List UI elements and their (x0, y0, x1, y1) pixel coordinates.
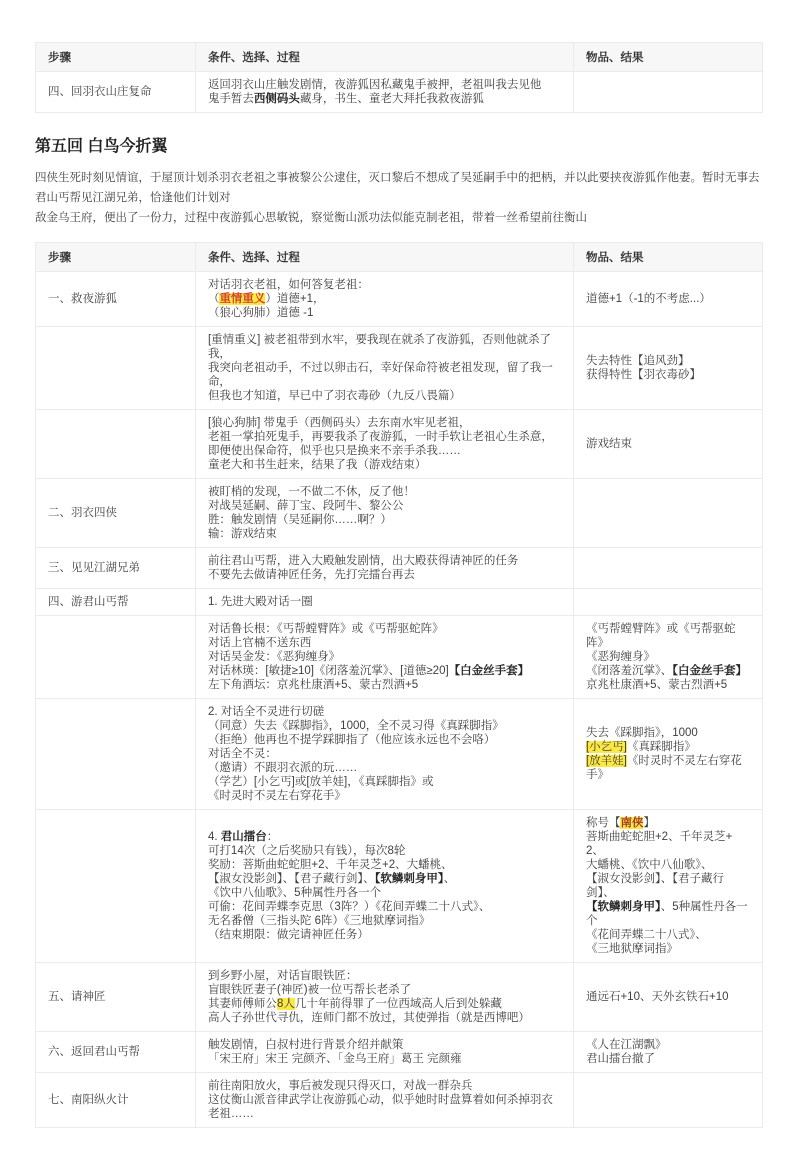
text-line (586, 726, 750, 740)
text-segment: 但我也才知道，早已中了羽衣毒砂（九反八畏篇） (207, 390, 461, 402)
text-line (586, 830, 750, 858)
text-line (208, 1052, 561, 1066)
text-line (208, 1093, 561, 1121)
result-cell (573, 1032, 762, 1073)
text-line (586, 664, 750, 678)
text-line (208, 830, 561, 844)
text-segment: 其妻师傅师公 (207, 998, 277, 1010)
highlighted-text: 重情重义 (219, 293, 266, 305)
text-line (586, 292, 750, 306)
text-segment: 被盯梢的发现，一不做二不休，反了他！ (207, 486, 415, 498)
text-line (208, 664, 561, 678)
text-segment: 五、请神匠 (48, 991, 106, 1003)
text-segment: 返回羽衣山庄触发剧情，夜游狐因私藏鬼手被押，老祖叫我去见他 (207, 79, 542, 91)
chapter-steps-table (35, 242, 763, 1128)
text-segment: 《时灵时不灵左右穿花手》 (207, 790, 346, 802)
table-row (36, 272, 763, 327)
text-segment: 】 (643, 817, 655, 829)
text-line (586, 740, 750, 754)
result-cell (573, 327, 762, 410)
text-line (586, 368, 750, 382)
text-line (48, 85, 183, 99)
step-cell (36, 1073, 196, 1128)
text-segment: 前往南阳放火，事后被发现只得灭口，对战一群杂兵 (207, 1080, 473, 1092)
table-row (36, 616, 763, 699)
text-segment: 通远石+10、天外玄铁石+10 (585, 991, 729, 1003)
text-segment: 《真踩脚指》 (626, 741, 696, 753)
text-line (208, 1079, 561, 1093)
result-cell (573, 810, 762, 963)
column-header-step: 步骤 (36, 43, 196, 72)
result-cell (573, 410, 762, 479)
text-segment: 左下角酒坛：京兆杜康酒+5、蒙古烈酒+5 (207, 679, 419, 691)
text-line (208, 527, 561, 541)
text-line (208, 969, 561, 983)
text-line (208, 900, 561, 914)
text-line (586, 437, 750, 451)
bold-text: 西侧码头 (253, 93, 300, 105)
text-segment: 无名番僧（三指头陀 6阵）《三地狱摩词指》 (207, 915, 431, 927)
table-row (36, 963, 763, 1032)
text-segment: （结束期限：做完请神匠任务） (207, 929, 369, 941)
column-header-process: 条件、选择、过程 (195, 43, 573, 72)
text-line (208, 306, 561, 320)
text-line (208, 622, 561, 636)
bold-text: 【白金丝手套】 (448, 665, 530, 677)
text-segment: 君山擂台撤了 (585, 1053, 655, 1065)
result-cell (573, 963, 762, 1032)
text-line (208, 499, 561, 513)
chapter-title: 第五回 白鸟今折翼 (35, 138, 168, 155)
text-line (208, 485, 561, 499)
text-segment: 失去《踩脚指》，1000 (585, 727, 698, 739)
text-segment: 《时灵时不灵左右穿花手》 (585, 755, 742, 781)
intro-line: 四侠生死时刻见情谊，于屋顶计划杀羽衣老祖之事被黎公公逮住，灭口黎后不想成了吴延嗣手中的把柄，并以此要挟夜游狐作他妻。暂时无事去君山丐帮见江湖兄弟，恰逢他们计划对 (35, 172, 760, 204)
text-line (48, 1093, 183, 1107)
column-header-result: 物品、结果 (573, 243, 762, 272)
text-line (586, 816, 750, 830)
text-line (208, 333, 561, 361)
text-segment: 输：游戏结束 (207, 528, 277, 540)
text-line (208, 650, 561, 664)
text-line (586, 1038, 750, 1052)
table-header-row (36, 243, 763, 272)
text-segment: 称号【 (585, 817, 621, 829)
step-cell (36, 589, 196, 616)
text-segment: 《丐帮螳臂阵》或《丐帮驱蛇阵》 (585, 623, 736, 649)
text-line (208, 678, 561, 692)
text-segment: 对话全不灵： (207, 748, 277, 760)
text-segment: 一、救夜游狐 (48, 293, 117, 305)
process-cell (195, 272, 573, 327)
text-segment: （同意）失去《踩脚指》，1000，全不灵习得《真踩脚指》 (207, 720, 504, 732)
bold-text: 【软鳞刺身甲】 (374, 873, 444, 885)
text-line (208, 636, 561, 650)
text-line (208, 705, 561, 719)
text-line (48, 561, 183, 575)
text-line (208, 858, 561, 872)
text-segment: 童老大和书生赶来，结果了我（游戏结束） (207, 459, 427, 471)
text-segment: 对话林瑛：[敏捷≥10]《闭落羞沉掌》、[道德≥20] (207, 665, 449, 677)
process-cell (195, 1073, 573, 1128)
text-segment: 道德+1（-1的不考虑...） (585, 293, 711, 305)
text-segment: 获得特性【羽衣毒砂】 (585, 369, 701, 381)
process-cell (195, 589, 573, 616)
text-line (208, 361, 561, 389)
text-segment: （ (207, 293, 220, 305)
text-line (208, 914, 561, 928)
previous-chapter-table (35, 42, 763, 113)
text-line (208, 719, 561, 733)
table-row (36, 589, 763, 616)
text-segment: （狼心狗肺）道德 -1 (207, 307, 314, 319)
text-segment: 1. 先进大殿对话一圈 (207, 596, 313, 608)
text-segment: 大蟠桃、《饮中八仙歌》、 (585, 859, 713, 871)
text-segment: 游戏结束 (585, 438, 632, 450)
bold-text: 君山擂台 (220, 831, 267, 843)
text-line (208, 997, 561, 1011)
text-segment: 、 (443, 873, 456, 885)
step-cell (36, 327, 196, 410)
result-cell (573, 699, 762, 810)
text-line (208, 278, 561, 292)
table-row (36, 1073, 763, 1128)
text-segment: ： (266, 831, 279, 843)
text-line (208, 747, 561, 761)
text-line (586, 928, 750, 942)
text-line (586, 678, 750, 692)
text-segment: （学艺）[小乞丐]或[放羊娃]，《真踩脚指》或 (207, 776, 434, 788)
table-row (36, 1032, 763, 1073)
text-line (208, 513, 561, 527)
step-cell (36, 72, 196, 113)
result-cell (573, 479, 762, 548)
text-line (586, 858, 750, 872)
text-line (208, 928, 561, 942)
text-segment: 菩斯曲蛇蛇胆+2、千年灵芝+2、 (585, 831, 733, 857)
text-line (208, 1038, 561, 1052)
text-segment: 七、南阳纵火计 (48, 1094, 129, 1106)
table-row (36, 410, 763, 479)
step-cell (36, 548, 196, 589)
step-cell (36, 1032, 196, 1073)
text-segment: 鬼手暂去 (207, 93, 254, 105)
text-segment: 、5种属性丹各一个 (585, 901, 748, 927)
step-cell (36, 616, 196, 699)
text-segment: 【淑女没影剑】、【君子藏行剑】、 (207, 873, 375, 885)
text-segment: 对话羽衣老祖，如何答复老祖： (207, 279, 369, 291)
text-segment: 对战吴延嗣、薛丁宝、段阿牛、黎公公 (207, 500, 404, 512)
text-segment: 六、返回君山丐帮 (48, 1046, 140, 1058)
intro-line: 敌金乌王府，便出了一份力，过程中夜游狐心思敏锐，察觉衡山派功法似能克制老祖，带着一丝希望前往衡山 (35, 212, 587, 224)
text-segment: ）道德+1， (265, 293, 325, 305)
text-line (208, 761, 561, 775)
previous-chapter-table-body (36, 72, 763, 113)
process-cell (195, 479, 573, 548)
process-cell (195, 327, 573, 410)
text-line (208, 789, 561, 803)
result-cell (573, 548, 762, 589)
bold-text: 【白金丝手套】 (672, 665, 747, 677)
text-line (208, 389, 561, 403)
text-segment: 对话吴金发：《恶狗缠身》 (207, 651, 341, 663)
table-row (36, 548, 763, 589)
highlighted-text: [小乞丐] (585, 741, 627, 753)
table-row (36, 72, 763, 113)
text-line (208, 775, 561, 789)
text-segment: 高人子孙世代寻仇，连师门都不放过，其使弹指（就是西博吧） (207, 1012, 530, 1024)
step-cell (36, 410, 196, 479)
step-cell (36, 272, 196, 327)
process-cell (195, 963, 573, 1032)
text-line (586, 900, 750, 928)
text-segment: 「宋王府」宋王 完颜齐、「金乌王府」葛王 完颜雍 (207, 1053, 462, 1065)
text-segment: 二、羽衣四侠 (48, 507, 117, 519)
process-cell (195, 548, 573, 589)
text-line (208, 886, 561, 900)
text-line (586, 354, 750, 368)
text-segment: 藏身，书生、童老大拜托我救夜游狐 (299, 93, 484, 105)
text-segment: 【淑女没影剑】、【君子藏行剑】、 (585, 873, 724, 899)
text-line (208, 292, 561, 306)
text-line (208, 78, 561, 92)
text-segment: 奖励：菩斯曲蛇蛇胆+2、千年灵芝+2、大蟠桃、 (207, 859, 453, 871)
table-row (36, 810, 763, 963)
text-segment: 对话上官楠不送东西 (207, 637, 312, 649)
text-line (586, 622, 750, 650)
text-line (208, 872, 561, 886)
table-header-row (36, 43, 763, 72)
text-line (586, 942, 750, 956)
text-segment: 4. (207, 831, 221, 843)
text-segment: 四、游君山丐帮 (48, 596, 129, 608)
step-cell (36, 699, 196, 810)
result-cell (573, 589, 762, 616)
result-cell (573, 272, 762, 327)
highlighted-text: 8人 (276, 998, 295, 1010)
text-segment: 老祖一掌拍死鬼手，再要我杀了夜游狐，一时手软让老祖心生杀意， (207, 431, 553, 443)
text-line (208, 444, 561, 458)
text-segment: 不要先去做请神匠任务，先打完擂台再去 (207, 569, 415, 581)
text-segment: 前往君山丐帮，进入大殿触发剧情，出大殿获得请神匠的任务 (207, 555, 519, 567)
text-line (48, 1045, 183, 1059)
text-segment: [重情重义] 被老祖带到水牢，要我现在就杀了夜游狐，否则他就杀了我， (207, 334, 552, 360)
text-line (586, 872, 750, 900)
text-line (208, 430, 561, 444)
result-cell (573, 616, 762, 699)
text-line (48, 506, 183, 520)
text-line (586, 754, 750, 782)
text-segment: 四、回羽衣山庄复命 (48, 86, 152, 98)
process-cell (195, 699, 573, 810)
text-segment: 《恶狗缠身》 (585, 651, 655, 663)
text-segment: 《花间弄蝶二十八式》、 (585, 929, 707, 941)
text-line (48, 595, 183, 609)
text-segment: 盲眼铁匠妻子(神匠)被一位丐帮长老杀了 (207, 984, 412, 996)
table-row (36, 327, 763, 410)
text-line (208, 92, 561, 106)
process-cell (195, 1032, 573, 1073)
text-segment: 对话鲁长根：《丐帮螳臂阵》或《丐帮驱蛇阵》 (207, 623, 444, 635)
text-line (208, 458, 561, 472)
text-segment: 这仗衡山派音律武学让夜游狐心动，似乎她时时盘算着如何杀掉羽衣老祖…… (207, 1094, 553, 1120)
text-segment: [狼心狗肺] 带鬼手（西侧码头）去东南水牢见老祖， (207, 417, 471, 429)
table-row (36, 699, 763, 810)
text-line (48, 990, 183, 1004)
column-header-process: 条件、选择、过程 (195, 243, 573, 272)
text-segment: 我突向老祖动手，不过以卵击石，幸好保命符被老祖发现，留了我一命， (207, 362, 553, 388)
text-segment: 《人在江湖飘》 (585, 1039, 667, 1051)
text-segment: 《三地狱摩词指》 (585, 943, 678, 955)
text-segment: 可打14次（之后奖励只有钱），每次8轮 (207, 845, 406, 857)
text-line (208, 568, 561, 582)
highlighted-text: [放羊娃] (585, 755, 627, 767)
text-line (586, 650, 750, 664)
highlighted-text: 南侠 (620, 817, 644, 829)
result-cell (573, 72, 762, 113)
text-line (208, 554, 561, 568)
text-segment: 到乡野小屋，对话盲眼铁匠： (207, 970, 358, 982)
table-row (36, 479, 763, 548)
process-cell (195, 410, 573, 479)
text-line (208, 733, 561, 747)
text-segment: 胜：触发剧情（吴延嗣你……啊？） (207, 514, 392, 526)
text-segment: 京兆杜康酒+5、蒙古烈酒+5 (585, 679, 728, 691)
process-cell (195, 810, 573, 963)
step-cell (36, 810, 196, 963)
text-line (208, 416, 561, 430)
step-cell (36, 479, 196, 548)
text-segment: （拒绝）他再也不提学踩脚指了（他应该永远也不会咯） (207, 734, 496, 746)
text-segment: 几十年前得罪了一位西域高人后到处躲藏 (294, 998, 502, 1010)
text-segment: （邀请）不跟羽衣派的玩…… (207, 762, 358, 774)
text-line (208, 595, 561, 609)
bold-text: 【软鳞刺身甲】 (585, 901, 661, 913)
result-cell (573, 1073, 762, 1128)
text-segment: 失去特性【追风劲】 (585, 355, 690, 367)
step-cell (36, 963, 196, 1032)
text-line (586, 990, 750, 1004)
process-cell (195, 72, 573, 113)
column-header-step: 步骤 (36, 243, 196, 272)
text-line (208, 1011, 561, 1025)
text-segment: 可偷：花间弄蝶李克思（3阵？）《花间弄蝶二十八式》、 (207, 901, 491, 913)
process-cell (195, 616, 573, 699)
text-line (208, 844, 561, 858)
text-segment: 2. 对话全不灵进行切磋 (207, 706, 325, 718)
text-line (208, 983, 561, 997)
column-header-result: 物品、结果 (573, 43, 762, 72)
text-segment: 三、见见江湖兄弟 (48, 562, 140, 574)
text-segment: 《饮中八仙歌》、5种属性丹各一个 (207, 887, 382, 899)
text-line (48, 292, 183, 306)
chapter-steps-table-body (36, 272, 763, 1128)
text-segment: 即便使出保命符，似乎也只是换来不亲手杀我…… (207, 445, 461, 457)
text-segment: 触发剧情，白叔村进行背景介绍并献策 (207, 1039, 404, 1051)
text-line (586, 1052, 750, 1066)
text-segment: 《闭落羞沉掌》、 (585, 665, 673, 677)
chapter-intro (35, 168, 763, 228)
